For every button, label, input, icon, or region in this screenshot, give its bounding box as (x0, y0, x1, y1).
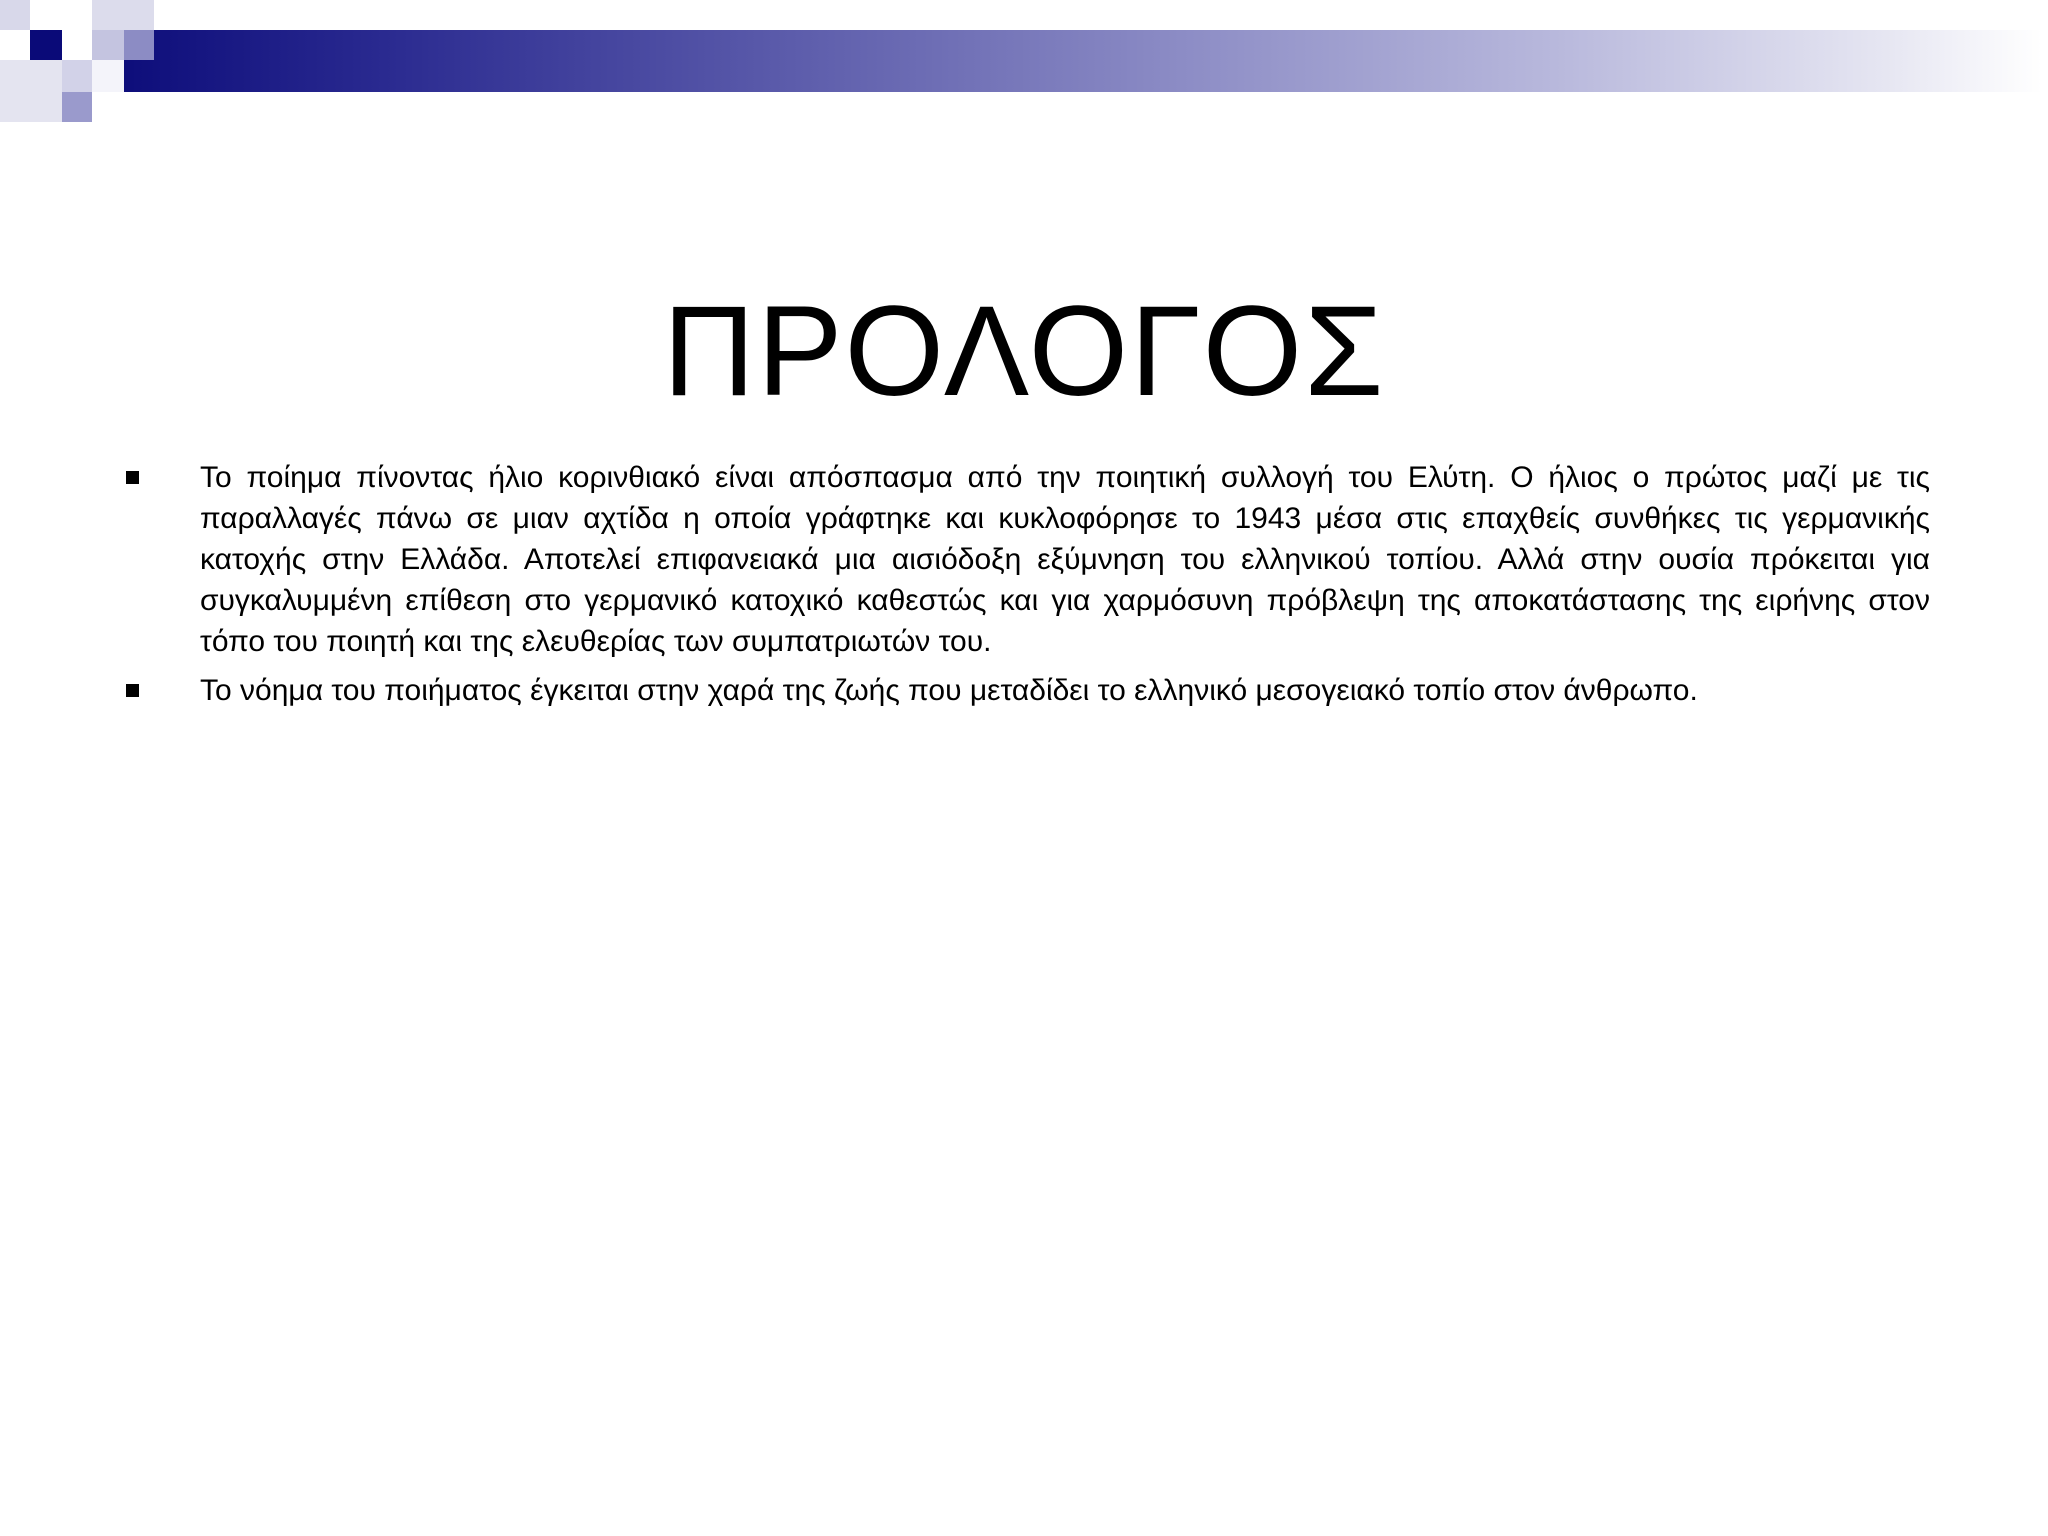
decorative-square (62, 60, 92, 92)
decorative-square (124, 30, 154, 60)
bullet-item (120, 670, 1930, 711)
decorative-square (62, 30, 92, 60)
decorative-square (92, 0, 154, 30)
decorative-square (0, 0, 30, 30)
decorative-square (30, 30, 62, 60)
decorative-square (92, 30, 124, 60)
header-gradient-bar (92, 30, 2042, 92)
bullet-list (120, 457, 1930, 719)
decorative-square (92, 60, 124, 92)
bullet-text: Το ποίημα πίνοντας ήλιο κορινθιακό είναι απόσπασμα από την ποιητική συλλογή του Ελύτη. Ο ήλιος ο πρώτος μαζί με τις παραλλαγές πάνω σε μιαν αχτίδα η οποία γράφτηκε και κυκλοφόρησε το 1943 μέσα στις επαχθείς συνθήκες τις γερμανικής κατοχής στην Ελλάδα. Αποτελεί επιφανειακά μια αισιόδοξη εξύμνηση του ελληνικού τοπίου. Αλλά στην ουσία πρόκειται για συγκαλυμμένη επίθεση στο γερμανικό κατοχικό καθεστώς και για χαρμόσυνη πρόβλεψη της αποκατάστασης της ειρήνης στον τόπο του ποιητή και της ελευθερίας των συμπατριωτών του. (200, 461, 1930, 658)
bullet-text: Το νόημα του ποιήματος έγκειται στην χαρά της ζωής που μεταδίδει το ελληνικό μεσογειακό τοπίο στον άνθρωπο. (200, 674, 1698, 707)
slide-title: ΠΡΟΛΟΓΟΣ (662, 279, 1386, 423)
decorative-square (62, 92, 92, 122)
decorative-square (0, 60, 62, 122)
square-bullet-icon (126, 684, 139, 697)
square-bullet-icon (126, 471, 139, 484)
bullet-item (120, 457, 1930, 662)
